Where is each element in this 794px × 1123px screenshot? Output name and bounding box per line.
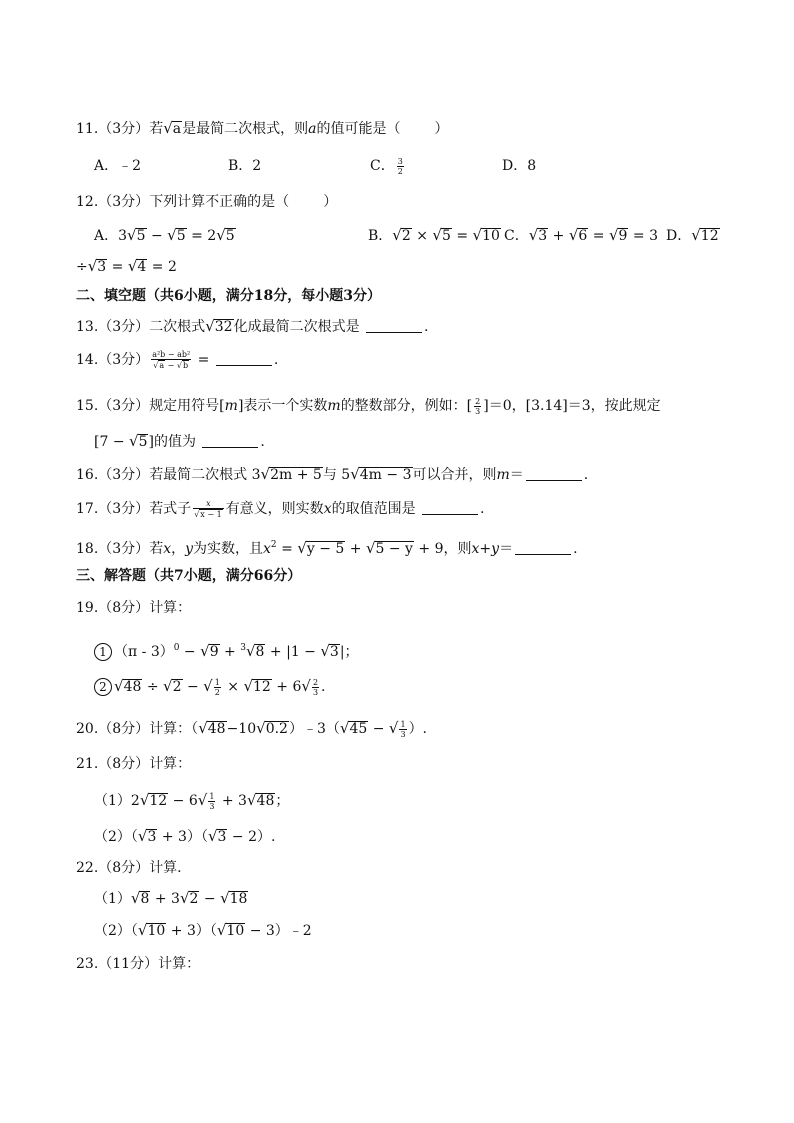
- question-number: 12.: [76, 194, 99, 210]
- fraction: $\frac{\text{a²b − ab²}}{√a - √b}$: [152, 350, 191, 370]
- question-22-part1: （1）√8 + 3√2 − √18: [94, 889, 248, 907]
- question-12: [76, 192, 337, 212]
- answer-blank: [526, 466, 582, 481]
- question-14: 14.（3分） $\frac{\text{a²b − ab²}}{√a - √b}$ = .: [76, 350, 279, 370]
- radicand: a: [172, 121, 182, 137]
- section-title-solve: 三、解答题（共7小题，满分66分）: [76, 568, 302, 584]
- question-15-line2: [7 − √5]的值为 .: [94, 432, 265, 450]
- option-c: C．√3 + √6 = √9 = 3: [504, 226, 658, 244]
- option-c: C． $\frac{3}{2}$: [370, 156, 403, 176]
- question-19-part1: 1 （π - 3）$^0$ − √9 + $^3$√8 + |1 − √3|；: [94, 638, 359, 662]
- question-19: 19.（8分）计算：: [76, 600, 192, 616]
- question-score: （3分）: [98, 121, 150, 137]
- text: ）: [323, 194, 338, 210]
- fraction: $\frac{3}{2}$: [397, 156, 403, 176]
- question-20: 20.（8分）计算：（√48−10√0.2）﹣3（√45 − √ $\frac{1}{3}$ ）.: [76, 719, 428, 739]
- question-21: 21.（8分）计算：: [76, 756, 192, 772]
- question-22-part2: （2）（√10 + 3）（√10 − 3）﹣2: [94, 921, 312, 939]
- question-23: 23.（11分）计算：: [76, 956, 201, 972]
- question-18: 18.（3分）若x，y为实数，且$x^2 = √y - 5 + √5 - y + 9$，则x+y＝ .: [76, 539, 578, 557]
- answer-blank: [216, 351, 272, 366]
- option-b: B．√2 × √5 = √10: [368, 226, 500, 244]
- question-17: 17.（3分）若式子 $\frac{x}{√x - 1}$ 有意义，则实数x的取值范围是 .: [76, 499, 485, 519]
- fraction: $\frac{x}{√x - 1}$: [194, 499, 222, 519]
- text: 下列计算不正确的是（: [149, 194, 290, 210]
- question-22: 22.（8分）计算.: [76, 860, 182, 876]
- question-21-part1: （1）2√12 − 6√ $\frac{1}{3}$ + 3√48；: [94, 791, 290, 811]
- question-13: 13.（3分）二次根式√32化成最简二次根式是 .: [76, 317, 429, 335]
- text: 的值可能是（: [316, 121, 401, 137]
- question-11: [76, 118, 448, 139]
- question-19-part2: 2 √48 ÷ √2 − √ $\frac{1}{2}$ × √12 + 6√ $\frac{2}{3}$ .: [94, 676, 326, 697]
- q12-option-d-continued: ÷√3 = √4 = 2: [76, 257, 177, 275]
- circled-number-1: 1: [94, 643, 112, 661]
- question-21-part2: （2）（√3 + 3）（√3 − 2）.: [94, 827, 276, 845]
- radical-sign: √: [163, 119, 173, 137]
- text: ）: [434, 121, 449, 137]
- section-title-fill-in: 二、填空题（共6小题，满分18分，每小题3分）: [76, 288, 381, 304]
- question-score: （3分）: [98, 194, 150, 210]
- option-d: D．√12: [666, 226, 719, 244]
- question-number: 11.: [76, 121, 99, 137]
- text: 若: [149, 121, 164, 137]
- answer-blank: [366, 318, 422, 333]
- q12-options: [94, 225, 724, 247]
- circled-number-2: 2: [94, 678, 112, 696]
- option-a: A．3√5 − √5 = 2√5: [94, 226, 235, 244]
- answer-blank: [515, 540, 571, 555]
- option-b: B．2: [228, 158, 262, 174]
- answer-blank: [202, 433, 258, 448]
- question-16: 16.（3分）若最简二次根式 3√2m + 5与 5√4m − 3可以合并，则m＝ .: [76, 465, 589, 483]
- answer-blank: [422, 500, 478, 515]
- option-d: D．8: [502, 158, 537, 174]
- option-a: A．﹣2: [94, 158, 142, 174]
- variable: a: [308, 121, 317, 137]
- question-15: 15.（3分）规定用符号[m]表示一个实数m的整数部分，例如：[ $\frac{2}{3}$ ]＝0，[3.14]＝3，按此规定: [76, 396, 661, 416]
- text: 是最简二次根式，则: [182, 121, 309, 137]
- q11-options: [94, 156, 654, 178]
